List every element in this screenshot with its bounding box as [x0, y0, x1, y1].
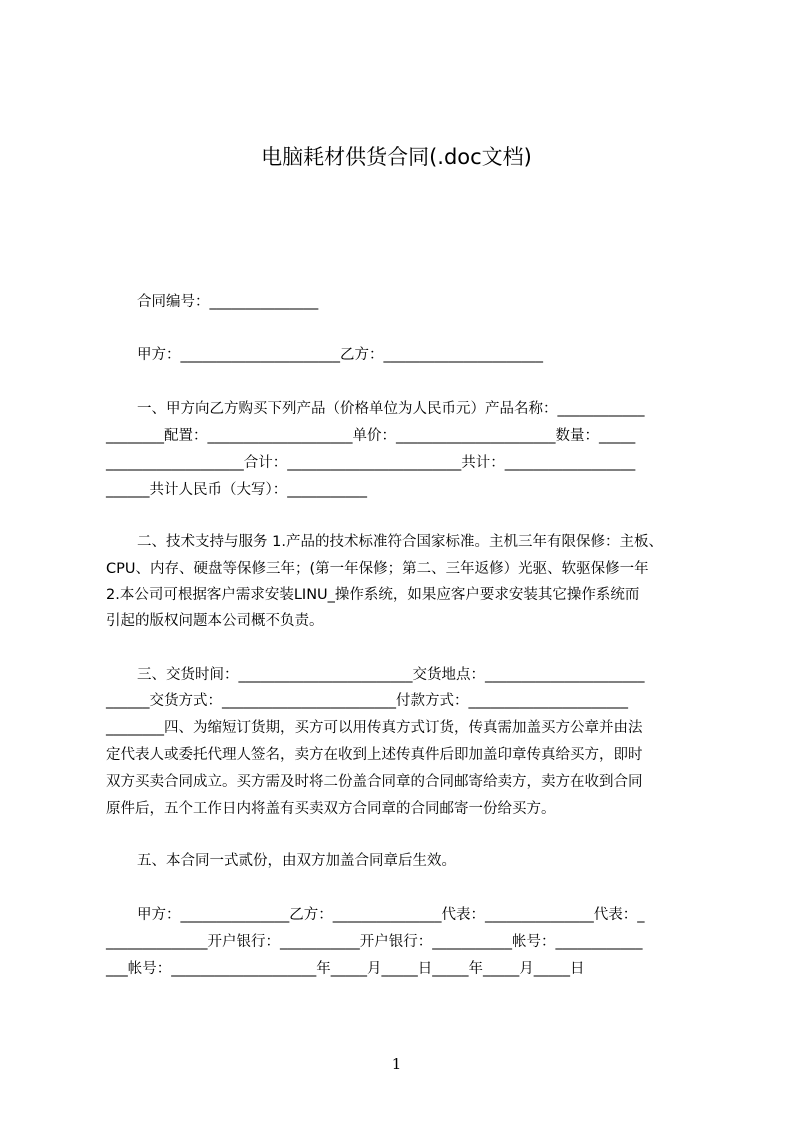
section-2-line-4: 引起的版权问题本公司概不负责。: [106, 613, 324, 629]
section-1-line-3: ___________________合计：________________________共计：__________________: [106, 455, 636, 471]
section-3-line-1: 三、交货时间：________________________交货地点：______________________: [137, 667, 645, 683]
section-2-line-3: 2.本公司可根据客户需求安装LINU_操作系统，如果应客户要求安装其它操作系统而: [106, 587, 640, 603]
section-5-line: 五、本合同一式贰份，由双方加盖合同章后生效。: [137, 853, 456, 869]
page-title: 电脑耗材供货合同(.doc文档): [261, 145, 532, 169]
parties-line: 甲方：______________________乙方：______________________: [137, 347, 543, 363]
section-4-line-2: 定代表人或委托代理人签名，卖方在收到上述传真件后即加盖印章传真给买方，即时: [106, 747, 643, 763]
section-4-line-4: 原件后，五个工作日内将盖有买卖双方合同章的合同邮寄一份给买方。: [106, 801, 556, 817]
section-4-line-1: ________四、为缩短订货期，买方可以用传真方式订货，传真需加盖买方公章并由法: [106, 720, 643, 736]
signature-line-3: ___帐号：____________________年_____月_____日_____年_____月_____日: [106, 961, 585, 977]
section-1-line-4: ______共计人民币（大写）：___________: [106, 482, 367, 498]
signature-line-1: 甲方：_______________乙方：_______________代表：_______________代表：_: [137, 907, 645, 923]
section-1-line-2: ________配置：____________________单价：______________________数量：_____: [106, 428, 636, 444]
section-4-line-3: 双方买卖合同成立。买方需及时将二份盖合同章的合同邮寄给卖方，卖方在收到合同: [106, 774, 643, 790]
signature-line-2: ______________开户银行：___________开户银行：___________帐号：____________: [106, 934, 643, 950]
section-1-line-1: 一、甲方向乙方购买下列产品（价格单位为人民币元）产品名称：____________: [137, 401, 645, 417]
section-2-line-1: 二、技术支持与服务 1.产品的技术标准符合国家标准。主机三年有限保修：主板、: [137, 534, 663, 550]
contract-number-line: 合同编号：_______________: [137, 294, 319, 310]
section-3-line-2: ______交货方式：________________________付款方式：______________________: [106, 693, 628, 709]
page-number: 1: [391, 1055, 402, 1073]
section-2-line-2: CPU、内存、硬盘等保修三年；(第一年保修；第二、三年返修）光驱、软驱保修一年: [106, 561, 649, 577]
